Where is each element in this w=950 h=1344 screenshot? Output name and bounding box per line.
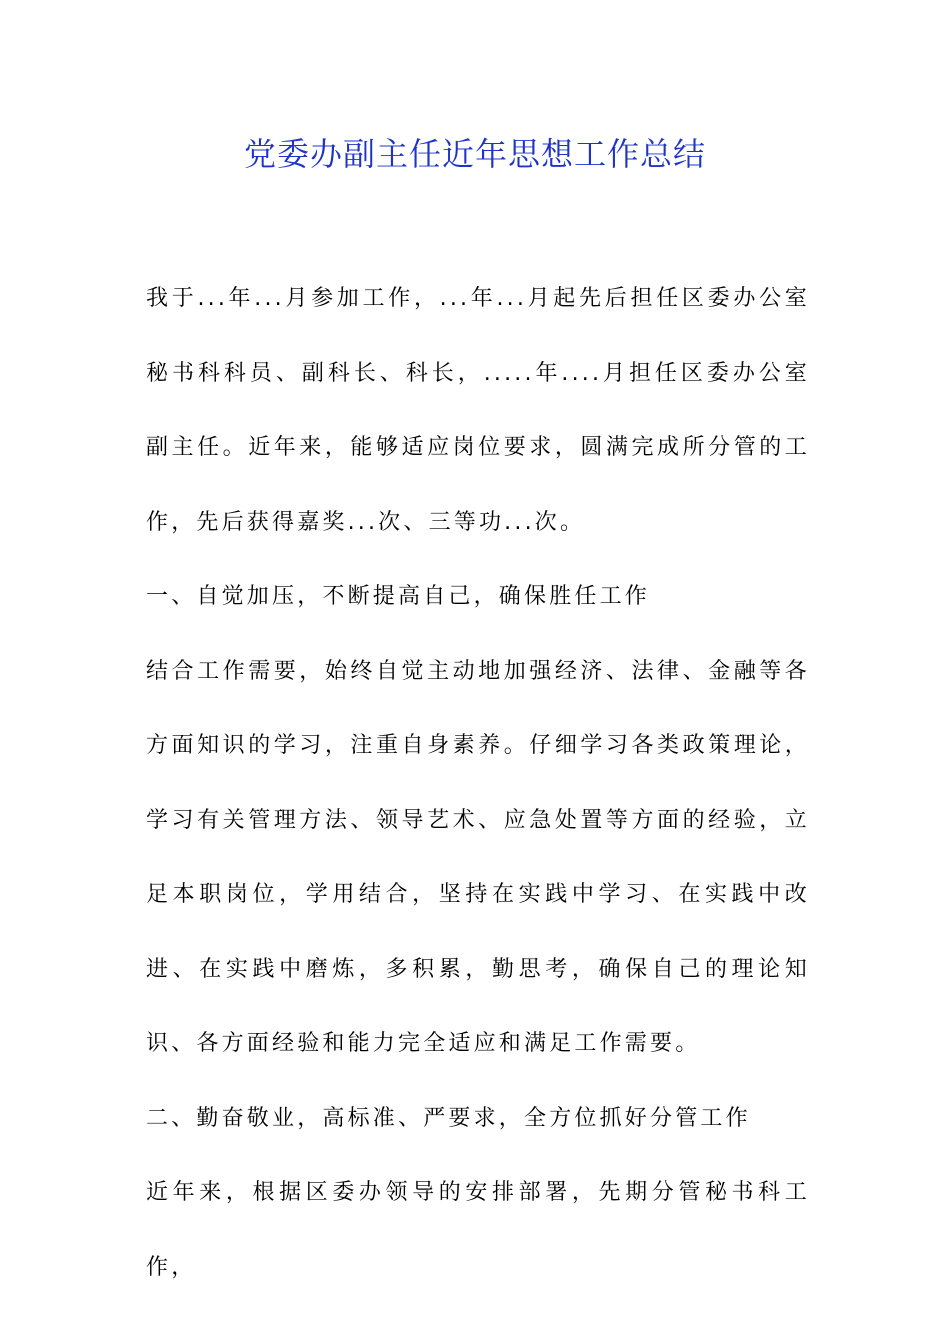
paragraph-section-1: 结合工作需要，始终自觉主动地加强经济、法律、金融等各方面知识的学习，注重自身素养。仔细学习各类政策理论，学习有关管理方法、领导艺术、应急处置等方面的经验，立足本职岗位，学用结合，坚持在实践中学习、在实践中改进、在实践中磨炼，多积累，勤思考，确保自己的理论知识、各方面经验和能力完全适应和满足工作需要。 <box>146 658 810 1056</box>
paragraph-section-2: 近年来，根据区委办领导的安排部署，先期分管秘书科工作， <box>146 1180 810 1280</box>
section-heading-1: 一、自觉加压，不断提高自己，确保胜任工作 <box>146 584 651 609</box>
section-heading-2: 二、勤奋敬业，高标准、严要求，全方位抓好分管工作 <box>146 1105 751 1131</box>
document-body <box>146 262 810 1305</box>
paragraph-intro: 我于...年...月参加工作，...年...月起先后担任区委办公室秘书科科员、副科长、科长，.....年....月担任区委办公室副主任。近年来，能够适应岗位要求，圆满完成所分管的工作，先后获得嘉奖...次、三等功...次。 <box>146 286 810 535</box>
document-title: 党委办副主任近年思想工作总结 <box>243 135 706 173</box>
